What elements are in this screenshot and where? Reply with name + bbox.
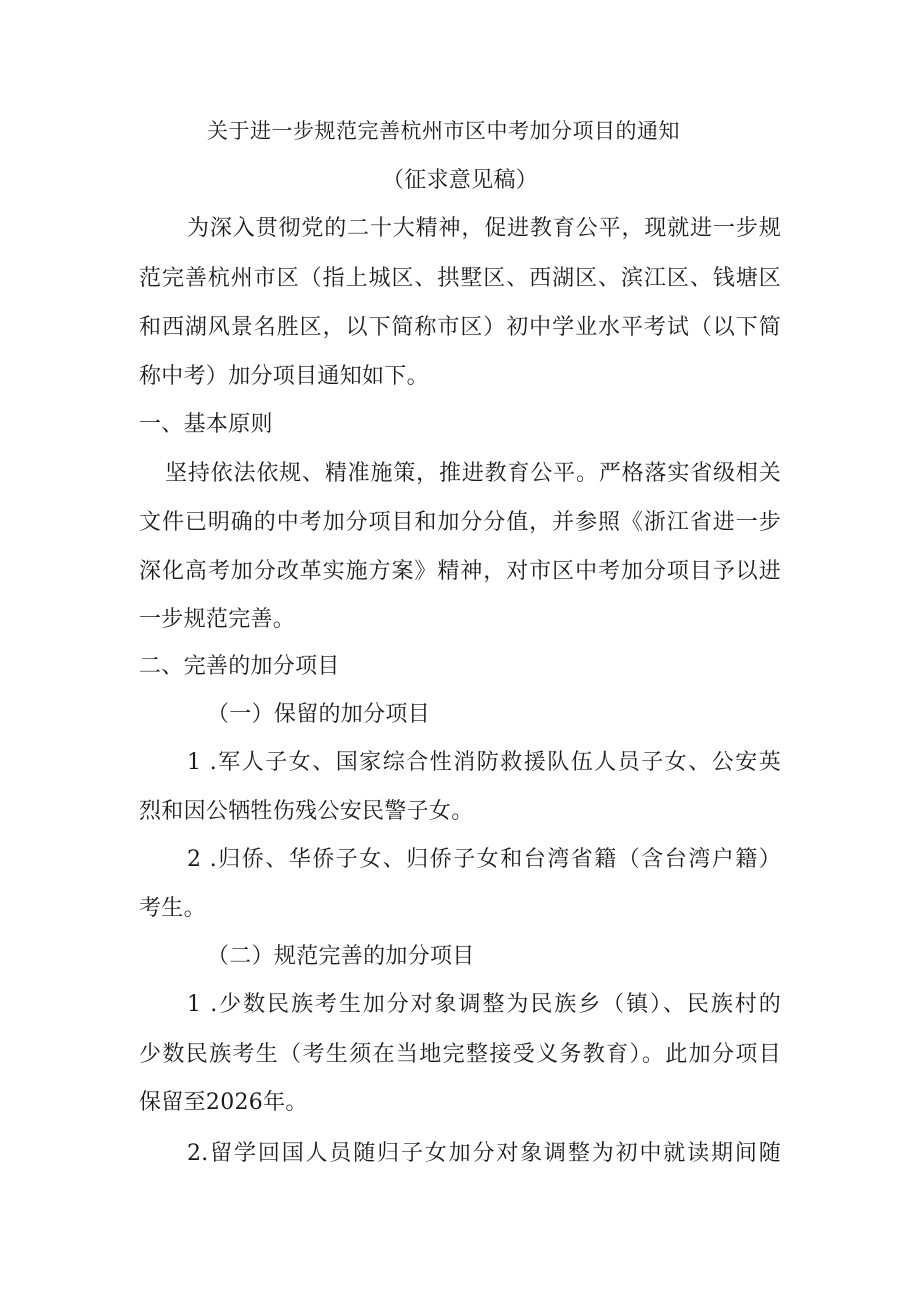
section-2-heading: 二、完善的加分项目 xyxy=(139,654,340,679)
subsection-2-item-2-line-1: 2.留学回国人员随归子女加分对象调整为初中就读期间随 xyxy=(187,1141,781,1166)
section-1-line-1: 坚持依法依规、精准施策，推进教育公平。严格落实省级相关 xyxy=(165,461,781,486)
subsection-2-item-1-line-1: 1 .少数民族考生加分对象调整为民族乡（镇）、民族村的 xyxy=(187,992,781,1017)
subsection-1-item-1-line-2: 烈和因公牺牲伤残公安民警子女。 xyxy=(139,799,474,824)
subsection-2-heading: （二）规范完善的加分项目 xyxy=(207,944,475,969)
document-title: 关于进一步规范完善杭州市区中考加分项目的通知 xyxy=(207,119,680,143)
subsection-1-item-2-line-1: 2 .归侨、华侨子女、归侨子女和台湾省籍（含台湾户籍） xyxy=(187,847,781,872)
subsection-1-item-2-line-2: 考生。 xyxy=(139,896,206,921)
document-subtitle: （征求意见稿） xyxy=(382,168,539,193)
intro-line-4: 称中考）加分项目通知如下。 xyxy=(139,364,429,389)
subsection-2-item-1-line-3: 保留至2026年。 xyxy=(139,1090,308,1115)
subsection-1-item-1-line-1: 1 .军人子女、国家综合性消防救援队伍人员子女、公安英 xyxy=(187,750,781,775)
intro-line-2: 范完善杭州市区（指上城区、拱墅区、西湖区、滨江区、钱塘区 xyxy=(139,266,781,291)
section-1-line-3: 深化高考加分改革实施方案》精神，对市区中考加分项目予以进 xyxy=(139,559,781,584)
intro-line-3: 和西湖风景名胜区，以下简称市区）初中学业水平考试（以下简 xyxy=(139,315,781,340)
section-1-line-2: 文件已明确的中考加分项目和加分分值，并参照《浙江省进一步 xyxy=(139,510,781,535)
intro-line-1: 为深入贯彻党的二十大精神，促进教育公平，现就进一步规 xyxy=(187,216,781,241)
section-1-line-4: 一步规范完善。 xyxy=(139,607,296,632)
subsection-1-heading: （一）保留的加分项目 xyxy=(207,702,431,727)
section-1-heading: 一、基本原则 xyxy=(139,412,273,437)
subsection-2-item-1-line-2: 少数民族考生（考生须在当地完整接受义务教育）。此加分项目 xyxy=(139,1042,781,1067)
